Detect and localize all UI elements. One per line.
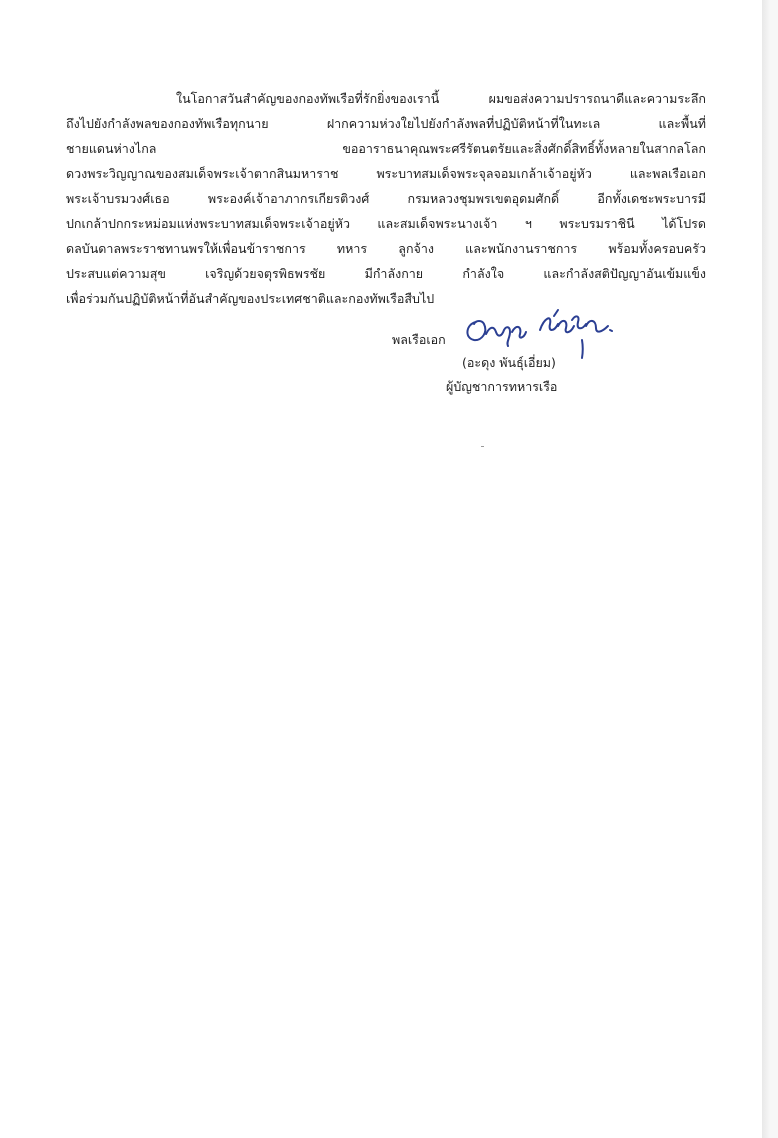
signer-name: (อะดุง พันธุ์เอี่ยม)	[462, 355, 556, 370]
letter-line-7: ดลบันดาลพระราชทานพรให้เพื่อนข้าราชการ ทหาร ลูกจ้าง และพนักงานราชการ พร้อมทั้งครอบครัว	[66, 241, 706, 256]
letter-line-2: ถึงไปยังกำลังพลของกองทัพเรือทุกนาย ฝากความห่วงใยไปยังกำลังพลที่ปฏิบัติหน้าที่ในทะเล และพื้นที่	[66, 116, 706, 131]
letter-line-5: พระเจ้าบรมวงศ์เธอ พระองค์เจ้าอาภากรเกียรติวงศ์ กรมหลวงชุมพรเขตอุดมศักดิ์ อีกทั้งเดชะพระบารมี	[66, 191, 706, 206]
letter-line-6: ปกเกล้าปกกระหม่อมแห่งพระบาทสมเด็จพระเจ้าอยู่หัว และสมเด็จพระนางเจ้า ฯ พระบรมราชินี ได้โปรด	[66, 216, 706, 231]
page-edge-shadow	[762, 0, 770, 1138]
letter-line-4: ดวงพระวิญญาณของสมเด็จพระเจ้าตากสินมหาราช พระบาทสมเด็จพระจุลจอมเกล้าเจ้าอยู่หัว และพลเรือเอก	[66, 166, 706, 181]
letter-line-1: ในโอกาสวันสำคัญของกองทัพเรือที่รักยิ่งของเรานี้ ผมขอส่งความปรารถนาดีและความระลึก	[176, 91, 706, 106]
letter-line-3: ชายแดนห่างไกล ขออาราธนาคุณพระศรีรัตนตรัยและสิ่งศักดิ์สิทธิ์ทั้งหลายในสากลโลก	[66, 141, 706, 156]
signer-position: ผู้บัญชาการทหารเรือ	[446, 379, 558, 394]
letter-body	[66, 86, 706, 311]
letter-line-9: เพื่อร่วมกันปฏิบัติหน้าที่อันสำคัญของประเทศชาติและกองทัพเรือสืบไป	[66, 291, 435, 306]
scan-speck	[481, 446, 484, 447]
letter-line-8: ประสบแต่ความสุข เจริญด้วยจตุรพิธพรชัย มีกำลังกาย กำลังใจ และกำลังสติปัญญาอันเข้มแข็ง	[66, 266, 706, 281]
signer-rank: พลเรือเอก	[392, 332, 446, 347]
